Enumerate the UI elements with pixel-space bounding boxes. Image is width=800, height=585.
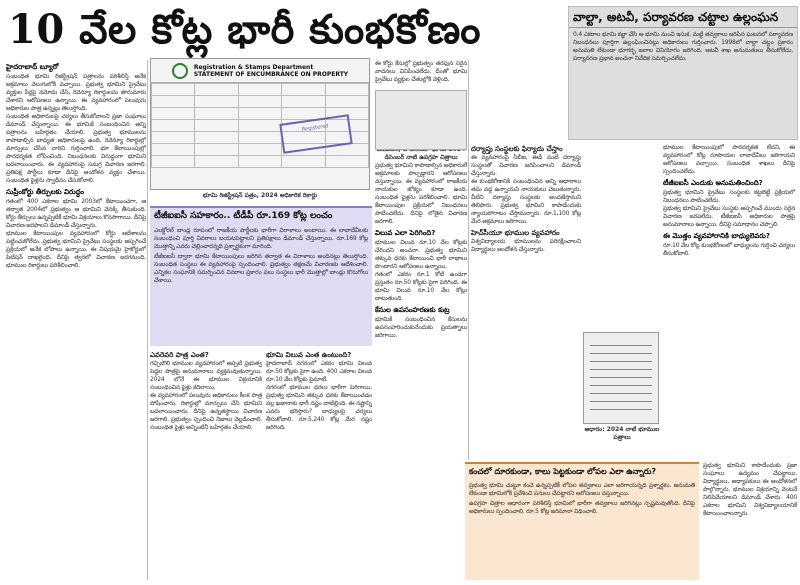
column-3-body1: భూముల విలువ రూ.10 వేల కోట్లకు చేరిందని అంచనా. ప్రభుత్వ భూమిని తక్కువ ధరకు కేటాయించి భారీ లాభాలు పొందారని ఆరోపణలు ఉన్నాయి. [375, 239, 467, 270]
column-2-body1-filler: ఈ వ్యవహారంలో పలువురు అధికారులు కీలక పాత్ర పోషించారు. రికార్డుల్లో మార్పులు చేసి భూమిని బదలాయించారు. దీనిపై ఉన్నతస్థాయి విచారణ జరగాలి. ప్రభుత్వం స్పందించి నిజాలు వెల్లడించాలి. సంబంధిత ఫైళ్లు అన్నింటినీ బహిర్గతం చేయాలి. [150, 392, 262, 431]
seal-icon [172, 63, 188, 79]
document-caption: భూమి రిజిస్ట్రేషన్‌ పత్రం, 2024 అధికారిక రికార్డు [202, 192, 318, 199]
column-4 [471, 144, 581, 460]
column-2-body2-filler: నగరంలో భూముల ధరలు భారీగా పెరిగాయి. ప్రభుత్వ భూమిని తక్కువ ధరకు కేటాయించడం వల్ల ఖజానాకు భారీ నష్టం వాటిల్లింది. ఈ నష్టాన్ని ఎవరు భరిస్తారు? బాధ్యులపై చర్యలు తీసుకోవాలి. రూ.5,240 కోట్ల మేర నష్టం జరిగింది. [266, 384, 372, 431]
document-stamp: Registered [279, 114, 352, 153]
column-3-body2: భూమికి సంబంధించిన కేసులను ఉపసంహరించుకునేందుకు ప్రయత్నాలు జరిగాయి. [375, 316, 467, 339]
column-4-body1-filler: ఈ కుంభకోణానికి సంబంధించిన అన్ని ఆధారాలు తమ వద్ద ఉన్నాయని నాయకులు చెబుతున్నారు. వీటిని దర్యాప్తు సంస్థలకు అందజేస్తామని తెలిపారు. ప్రభుత్వ భూమిని కాపాడేందుకు న్యాయపోరాటం చేస్తామన్నారు. రూ.1,100 కోట్ల మేర అక్రమాలు జరిగాయి. [471, 178, 581, 225]
column-5-body1-filler: ప్రభుత్వ భూమిని ప్రైవేటు సంస్థకు అప్పగించే ముందు సరైన విచారణ జరపలేదు. టీజీఐఐసీ అధికారుల పాత్రపై అనుమానాలు ఉన్నాయి. దీనిపై సమాధానం చెప్పాలి. [663, 205, 795, 228]
top-right-box [568, 6, 798, 140]
top-right-heading: వాల్టా, అటవీ, పర్యావరణ చట్టాల ఉల్లంఘన [569, 7, 797, 28]
column-3-caption: డిసెంబర్‌ నాటి ఉపగ్రహ చిత్రాలు [384, 154, 458, 161]
column-2-body1: గచ్చిబౌలి భూముల వ్యవహారంలో అప్పటి ప్రభుత్వ పెద్దల పాత్రపై అనుమానాలు వ్యక్తమవుతున్నాయి. 2024 లోనే ఈ భూముల విక్రయానికి సంబంధించిన ఫైళ్లు కదిలాయి. [150, 360, 262, 391]
column-3 [375, 60, 467, 580]
column-4-subhead2: హెచ్‌సీయూ భూముల వ్యవహారం [471, 229, 560, 237]
column-2-subhead2: భూమి విలువ ఎంత ఉంటుంది? [266, 351, 352, 359]
handwritten-document-image [583, 332, 659, 424]
column-2b [266, 350, 372, 580]
document-org: Registration & Stamps Department [193, 63, 314, 71]
column-3-body-top: ఈ కోర్టు కేసుల్లో ప్రభుత్వం తరఫున సరైన వాదనలు వినిపించలేదు. దీంతో భూమి ప్రైవేటు వ్యక్తుల చేతుల్లోకి వెళ్లింది. [375, 60, 467, 83]
orange-box-body: ప్రభుత్వ భూమి చుట్టూ కంచె ఉన్నప్పటికీ లోపల తవ్వకాలు ఎలా జరిగాయన్నది ప్రశ్నార్థకం. అనుమతి లేకుండా భూమిలోకి ప్రవేశించి పనులు చేపట్టారని ఆరోపణలు వస్తున్నాయి. [469, 482, 695, 497]
orange-box [465, 462, 699, 580]
headline: 10 వేల కోట్ల భారీ కుంభకోణం [8, 6, 482, 53]
orange-box-heading: కంచలో దూరకుండా, కాలు పెట్టకుండా లోపల ఎలా ఉన్నారు? [469, 467, 657, 476]
column-5-body1: ప్రభుత్వ భూమిని ప్రైవేటు సంస్థలకు కట్టబెట్టే ప్రక్రియలో నిబంధనలు పాటించలేదు. [663, 189, 795, 204]
orange-box-body-filler: ఉపగ్రహ చిత్రాల ఆధారంగా పరిశీలిస్తే భూమిలో భారీగా తవ్వకాలు జరిగినట్లు స్పష్టమవుతోంది. దీనిపై అధికారులు స్పందించాలి. రూ.5 కోట్ల జరిమానా విధించాలి. [469, 500, 695, 515]
column-1-subhead: సుప్రీంకోర్టు తీర్పులకు విరుద్ధం [6, 188, 85, 196]
purple-box-heading: టీజీఐఐసీ సహకారం.. టీడీపీ రూ.169 కోట్ల లంచం [154, 211, 333, 221]
column-1-body-filler: సంబంధిత అధికారులపై చర్యలు తీసుకోవాలని ప్రజా సంఘాలు డిమాండ్‌ చేస్తున్నాయి. ఈ భూమికి సంబంధించిన అన్ని పత్రాలను బహిర్గతం చేయాలి. ప్రభుత్వ భూములను కాపాడాల్సిన బాధ్యత అధికారులపై ఉంది. రెవెన్యూ రికార్డుల్లో మార్పులు చేసిన వారిని గుర్తించాలి. భూ కేటాయింపుల్లో పారదర్శకత లోపించింది. నిబంధనలకు విరుద్ధంగా భూమిని బదలాయించారు. ఈ వ్యవహారంపై సమగ్ర విచారణ జరగాలి. ప్రతిపక్ష పార్టీలు కూడా దీనిపై ఆందోళన వ్యక్తం చేశాయి. సంబంధిత ఫైళ్లను స్వాధీనం చేసుకోవాలి. [6, 113, 146, 184]
column-5-subhead2: ఈ మొత్తం వ్యవహారానికి బాధ్యులెవరు? [663, 232, 770, 240]
column-1-body: సంబంధిత భూమి రిజిస్ట్రేషన్ పత్రాలను పరిశీలిస్తే అనేక అక్రమాలు వెలుగులోకి వచ్చాయి. ప్రభుత్వ భూమిని ప్రైవేటు వ్యక్తుల పేర్లపై నమోదు చేసి, రెవెన్యూ రికార్డులను తారుమారు చేశారని ఆరోపణలు ఉన్నాయి. ఈ వ్యవహారంలో పలువురు అధికారుల పాత్ర ఉన్నట్లు తెలుస్తోంది. [6, 73, 146, 112]
column-3-body1-filler: గతంలో ఎకరం రూ.1 కోటి ఉండగా ప్రస్తుతం రూ.50 కోట్లకు పైగా పెరిగింది. ఈ భూమి విలువ రూ.10 వేల కోట్లు దాటుతుంది. [375, 271, 467, 302]
column-4-subhead1: దర్యాప్తు సంస్థలకు ఫిర్యాదు చేస్తాం [471, 145, 563, 153]
purple-box [150, 206, 372, 346]
column-2-body2: హైదరాబాద్‌ నగరంలో ఎకరం భూమి విలువ రూ.50 కోట్లకు పైగా ఉంది. 400 ఎకరాల విలువ రూ.10 వేల కోట్లకు పైమాటే. [266, 360, 372, 383]
satellite-image [375, 90, 467, 150]
column-3-body-filler: ప్రభుత్వ భూమిని కాపాడాల్సిన అధికారులే అక్రమాలకు పాల్పడ్డారని ఆరోపణలు వస్తున్నాయి. ఈ వ్యవహారంలో రాజకీయ నాయకుల జోక్యం కూడా ఉంది. సంబంధిత ఫైళ్లను పరిశీలించాలి. భూమి కేటాయింపుల ప్రక్రియలో నిబంధనలు పాటించలేదు. దీనిపై లోతైన విచారణ జరగాలి. [375, 162, 467, 225]
column-3-subhead1: విలువ ఎలా పెరిగింది? [375, 229, 436, 237]
column-5-body-top: భూముల కేటాయింపులో పారదర్శకత లేదని, ఈ వ్యవహారంలో కోట్ల రూపాయల లావాదేవీలు జరిగాయని ఆరోపణలు వచ్చాయి. సంబంధిత శాఖలు దీనిపై స్పందించలేదు. [663, 144, 795, 175]
column-4-caption: ఆధారం: 2024 నాటి భూముల పత్రాలు [584, 426, 660, 441]
column-1-dateline: హైదరాబాద్‌ బ్యూరో [6, 63, 59, 71]
purple-box-body: ఎలక్టోరల్‌ బాండ్ల రూపంలో రాజకీయ పార్టీలకు భారీగా విరాళాలు అందాయి. ఈ లావాదేవీలకు సంబంధించి పూర్తి వివరాలు బయటపెట్టాలని ప్రతిపక్షాలు డిమాండ్‌ చేస్తున్నాయి. రూ.169 కోట్ల మొత్తాన్ని ఎవరు చెల్లించారన్నది ప్రశ్నార్థకంగా మారింది. [154, 227, 368, 250]
column-4-body1: ఈ వ్యవహారంపై సీబీఐ, ఈడీ వంటి దర్యాప్తు సంస్థలతో విచారణ జరిపించాలని డిమాండ్‌ చేస్తున్నారు. [471, 154, 581, 177]
column-1-body2: గతంలో 400 ఎకరాల భూమి 2003లో కేటాయించగా, ఆ తర్వాత 2004లో ప్రభుత్వం ఆ భూమిని వెనక్కి తీసుకుంది. కోర్టు తీర్పులు ఉన్నప్పటికీ భూమి విక్రయాలు కొనసాగాయి. దీనిపై విచారణ జరపాలని డిమాండ్‌ చేస్తున్నారు. [6, 198, 146, 229]
column-5-bottom [703, 462, 797, 580]
column-3-subhead2: కేసుల ఉపసంహరణకు కుట్ర [375, 306, 450, 314]
document-header [151, 59, 369, 83]
top-right-lead: 0.4 ఎకరాల భూమి కబ్జా చేసి ఆ భూమి నుంచి ఇసుక, మట్టి తవ్వకాలు జరిపిన ఘటనలో పర్యావరణ నిబంధనలు పూర్తిగా ఉల్లంఘించినట్లు అధికారులు గుర్తించారు. 1998లో వాల్టా చట్టం ప్రకారం అనుమతి లేకుండా భూగర్భ జలాల వినియోగం జరిగింది. అటవీ శాఖ అనుమతులు తీసుకోలేదు, పర్యావరణ ప్రభావ అంచనా నివేదిక సమర్పించలేదు. [573, 31, 793, 62]
column-2-subhead1: ఎవరెవరి పాత్ర ఎంత? [150, 351, 209, 359]
column-4-body2: విశ్వవిద్యాలయ భూములను పరిరక్షించాలని విద్యార్థులు ఆందోళన చేస్తున్నారు. [471, 238, 581, 253]
document-title: STATEMENT OF ENCUMBRANCE ON PROPERTY [193, 70, 349, 78]
column-1 [6, 60, 146, 580]
column-5-bottom-text: ప్రభుత్వ భూమిని కాపాడేందుకు ప్రజా సంఘాలు ఉద్యమం చేపట్టాయి. విద్యార్థులు, అధ్యాపకులు ఈ ఆందోళనలో పాల్గొన్నారు. భూముల విక్రయాన్ని వెంటనే నిలిపివేయాలని డిమాండ్‌ చేశారు. 400 ఎకరాల భూమిని విశ్వవిద్యాలయానికే కేటాయించాలన్నారు. [703, 462, 797, 517]
column-5-body2: రూ.10 వేల కోట్ల కుంభకోణంలో బాధ్యులను గుర్తించి చర్యలు తీసుకోవాలి. [663, 242, 795, 257]
column-2 [150, 350, 262, 580]
column-5-subhead1: టీజీఐఐసీ ఎందుకు అనుమతించింది? [663, 179, 763, 187]
purple-box-body-filler: టీజీఐఐసీ ద్వారా భూమి కేటాయింపులు జరిగిన తర్వాత ఈ విరాళాలు అందినట్లు తెలుస్తోంది. సంబంధిత సంస్థలు ఈ వ్యవహారంపై స్పందించాలి. ప్రభుత్వం తక్షణమే విచారణకు ఆదేశించాలి. ఎన్నికల సంఘానికి సమర్పించిన వివరాల ప్రకారం పలు సంస్థలు భారీ మొత్తాల్లో బాండ్లు కొనుగోలు చేశాయి. [154, 253, 368, 284]
column-1-body2-filler: భూముల కేటాయింపుల వ్యవహారంలో కోర్టు ఆదేశాలను పట్టించుకోలేదు. ప్రభుత్వ భూమిని ప్రైవేటు సంస్థలకు అప్పగించే ప్రక్రియలో అనేక లోపాలు ఉన్నాయి. ఈ విషయమై హైకోర్టులో పిటిషన్‌ దాఖలైంది. దీనిపై త్వరలో విచారణ జరగనుంది. భూముల రికార్డులు పరిశీలించాలి. [6, 230, 146, 269]
encumbrance-document-image [150, 58, 370, 190]
column-5 [663, 144, 795, 460]
